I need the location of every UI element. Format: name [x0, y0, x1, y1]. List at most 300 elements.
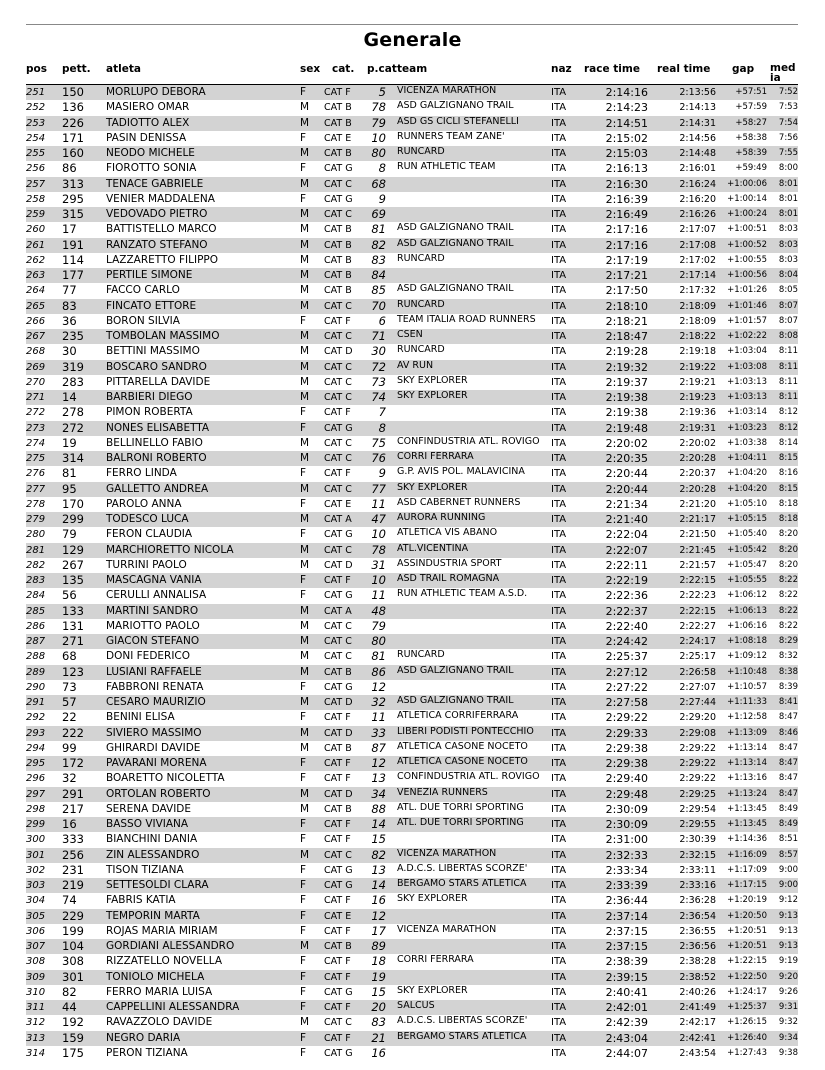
cell-naz: ITA [551, 559, 567, 571]
cell-naz: ITA [551, 956, 567, 968]
cell-team: BERGAMO STARS ATLETICA [397, 878, 527, 889]
cell-pett: 79 [62, 527, 77, 542]
cell-atleta: TENACE GABRIELE [106, 177, 204, 190]
cell-pett: 231 [62, 862, 84, 877]
cell-pcat: 85 [371, 283, 386, 298]
table-row [26, 177, 798, 192]
cell-real-time: 2:33:11 [679, 864, 716, 876]
cell-pett: 333 [62, 832, 84, 847]
cell-cat: CAT C [324, 437, 352, 449]
cell-cat: CAT B [324, 254, 352, 266]
cell-real-time: 2:14:13 [679, 102, 716, 114]
cell-cat: CAT C [324, 178, 352, 190]
cell-gap: +1:13:45 [727, 819, 767, 829]
cell-pett: 19 [62, 435, 77, 450]
cell-atleta: MORLUPO DEBORA [106, 86, 206, 98]
cell-sex: M [300, 665, 310, 678]
cell-pcat: 47 [371, 512, 386, 526]
cell-gap: +58:39 [735, 148, 767, 158]
cell-atleta: FERON CLAUDIA [106, 528, 193, 541]
cell-gap: +1:03:14 [727, 407, 767, 418]
cell-race-time: 2:25:37 [605, 650, 648, 664]
table-row [26, 375, 798, 390]
cell-media: 8:22 [778, 575, 798, 585]
cell-real-time: 2:18:22 [679, 331, 716, 342]
cell-real-time: 2:18:09 [679, 300, 716, 312]
table-row [26, 192, 798, 207]
cell-pett: 278 [62, 405, 84, 420]
cell-pos: 300 [26, 834, 46, 846]
cell-pett: 272 [62, 420, 84, 435]
cell-naz: ITA [551, 148, 567, 159]
cell-race-time: 2:16:49 [605, 208, 648, 221]
cell-media: 7:55 [778, 148, 798, 158]
cell-gap: +1:26:40 [727, 1032, 767, 1043]
cell-race-time: 2:30:09 [605, 818, 648, 831]
cell-media: 8:03 [778, 239, 798, 250]
cell-pos: 301 [26, 849, 46, 861]
cell-pos: 277 [26, 483, 46, 495]
cell-media: 8:15 [778, 453, 798, 463]
cell-pett: 136 [62, 100, 84, 115]
cell-real-time: 2:17:08 [679, 239, 716, 251]
table-row [26, 512, 798, 527]
header-media: media [770, 62, 796, 84]
cell-team: ATLETICA CORRIFERRARA [397, 710, 519, 722]
cell-sex: M [300, 101, 310, 114]
cell-race-time: 2:19:48 [605, 421, 648, 435]
cell-real-time: 2:17:14 [679, 270, 716, 281]
cell-gap: +1:08:18 [727, 636, 767, 646]
cell-pos: 285 [26, 605, 46, 617]
cell-pos: 254 [26, 132, 46, 144]
cell-real-time: 2:29:55 [679, 819, 716, 830]
cell-naz: ITA [551, 1032, 567, 1044]
cell-sex: M [300, 619, 310, 632]
cell-cat: CAT G [324, 422, 353, 434]
cell-media: 8:18 [778, 514, 798, 524]
cell-gap: +1:04:20 [727, 468, 767, 479]
cell-team: RUN ATHLETIC TEAM A.S.D. [397, 588, 528, 600]
cell-real-time: 2:36:54 [679, 910, 716, 922]
cell-pett: 192 [62, 1015, 84, 1030]
cell-pcat: 68 [371, 176, 386, 191]
cell-pos: 252 [26, 102, 46, 114]
cell-race-time: 2:19:38 [605, 406, 648, 420]
cell-naz: ITA [551, 285, 567, 297]
cell-pos: 279 [26, 514, 46, 525]
cell-pcat: 13 [371, 771, 386, 786]
cell-team: RUNCARD [397, 649, 445, 661]
table-row [26, 680, 798, 695]
cell-sex: M [300, 391, 310, 403]
cell-naz: ITA [551, 681, 567, 693]
cell-pcat: 80 [371, 634, 386, 648]
cell-sex: F [300, 314, 307, 327]
cell-race-time: 2:37:15 [605, 924, 648, 938]
cell-team: VICENZA MARATHON [397, 847, 497, 859]
cell-media: 8:08 [778, 331, 798, 341]
cell-sex: M [300, 223, 310, 236]
cell-naz: ITA [551, 209, 567, 220]
cell-pos: 283 [26, 575, 46, 586]
cell-team: VICENZA MARATHON [397, 923, 497, 935]
cell-media: 8:51 [778, 834, 798, 845]
cell-race-time: 2:16:39 [605, 192, 648, 206]
cell-sex: F [300, 574, 307, 586]
cell-media: 8:38 [778, 666, 798, 677]
cell-sex: M [300, 284, 310, 297]
cell-pett: 22 [62, 710, 77, 725]
cell-cat: CAT F [324, 895, 351, 907]
cell-race-time: 2:17:19 [605, 253, 648, 267]
table-row [26, 802, 798, 817]
cell-team: ASD TRAIL ROMAGNA [397, 573, 500, 584]
cell-pcat: 33 [371, 725, 386, 740]
cell-real-time: 2:29:25 [679, 788, 716, 800]
table-row [26, 405, 798, 420]
cell-gap: +1:14:36 [727, 834, 767, 845]
cell-pcat: 83 [371, 252, 386, 267]
cell-atleta: FINCATO ETTORE [106, 299, 197, 312]
table-row [26, 787, 798, 802]
cell-race-time: 2:24:42 [605, 635, 648, 648]
cell-pcat: 82 [371, 847, 386, 862]
cell-pett: 56 [62, 588, 77, 603]
cell-pett: 133 [62, 603, 84, 618]
cell-cat: CAT F [324, 87, 351, 98]
cell-pcat: 14 [371, 878, 386, 892]
cell-media: 8:41 [778, 697, 798, 707]
cell-real-time: 2:13:56 [679, 87, 716, 98]
table-row [26, 1000, 798, 1015]
cell-pett: 283 [62, 374, 84, 389]
cell-atleta: CESARO MAURIZIO [106, 696, 206, 708]
cell-real-time: 2:29:22 [679, 773, 716, 785]
cell-team: RUNCARD [397, 298, 445, 310]
cell-real-time: 2:40:26 [679, 986, 716, 998]
cell-sex: M [300, 513, 310, 525]
cell-sex: F [300, 879, 307, 891]
cell-media: 8:03 [778, 254, 798, 265]
cell-naz: ITA [551, 697, 567, 708]
cell-sex: F [300, 680, 307, 693]
cell-pett: 319 [62, 359, 84, 374]
cell-real-time: 2:21:20 [679, 498, 716, 510]
cell-sex: M [300, 696, 310, 708]
cell-race-time: 2:22:37 [605, 604, 648, 618]
cell-team: CSEN [397, 329, 423, 340]
cell-sex: F [300, 711, 307, 724]
cell-sex: F [300, 86, 307, 98]
cell-cat: CAT G [324, 529, 353, 541]
cell-gap: +1:13:16 [727, 773, 767, 784]
cell-pett: 308 [62, 954, 84, 969]
cell-pos: 282 [26, 559, 46, 571]
cell-media: 7:52 [778, 87, 798, 97]
header-pcat: p.cat [367, 63, 397, 75]
cell-cat: CAT F [324, 773, 351, 785]
cell-sex: M [300, 650, 310, 663]
cell-media: 7:54 [778, 117, 798, 128]
cell-race-time: 2:22:36 [605, 589, 648, 603]
cell-media: 8:47 [778, 773, 798, 784]
cell-team: SALCUS [397, 1000, 435, 1011]
cell-atleta: GORDIANI ALESSANDRO [106, 940, 235, 952]
cell-race-time: 2:29:33 [605, 726, 648, 740]
cell-atleta: LUSIANI RAFFAELE [106, 665, 202, 678]
cell-pett: 170 [62, 496, 84, 511]
cell-cat: CAT E [324, 132, 352, 144]
cell-race-time: 2:18:21 [605, 314, 648, 328]
cell-team: ATL. DUE TORRI SPORTING [397, 817, 524, 828]
cell-naz: ITA [551, 437, 567, 449]
cell-gap: +1:00:06 [727, 178, 767, 189]
cell-gap: +1:03:23 [727, 422, 767, 433]
cell-race-time: 2:30:09 [605, 802, 648, 816]
cell-pcat: 20 [371, 1000, 386, 1014]
cell-pett: 313 [62, 176, 84, 191]
cell-media: 8:39 [778, 681, 798, 692]
cell-atleta: BIANCHINI DANIA [106, 833, 198, 846]
cell-naz: ITA [551, 1047, 567, 1059]
cell-race-time: 2:15:02 [605, 131, 648, 145]
cell-real-time: 2:14:48 [679, 148, 716, 159]
cell-atleta: PITTARELLA DAVIDE [106, 375, 211, 388]
cell-team: RUNCARD [397, 252, 445, 264]
cell-pos: 257 [26, 178, 46, 190]
cell-real-time: 2:22:15 [679, 575, 716, 586]
cell-media: 7:56 [778, 132, 798, 143]
cell-race-time: 2:18:10 [605, 299, 648, 313]
cell-gap: +1:00:52 [727, 239, 767, 250]
cell-pett: 30 [62, 344, 77, 359]
cell-gap: +1:16:09 [727, 849, 767, 860]
cell-media: 8:47 [778, 788, 798, 799]
table-row [26, 146, 798, 161]
cell-pos: 293 [26, 727, 46, 739]
cell-media: 8:29 [778, 636, 798, 646]
cell-media: 9:00 [778, 880, 798, 890]
table-row [26, 832, 798, 847]
table-row [26, 207, 798, 222]
cell-atleta: BORON SILVIA [106, 314, 180, 327]
cell-pett: 131 [62, 618, 84, 633]
cell-pett: 123 [62, 664, 84, 679]
cell-pos: 299 [26, 819, 46, 830]
cell-naz: ITA [551, 224, 567, 236]
cell-cat: CAT C [324, 849, 352, 861]
cell-naz: ITA [551, 87, 567, 98]
table-row [26, 116, 798, 131]
cell-pos: 284 [26, 590, 46, 602]
cell-gap: +1:12:58 [727, 712, 767, 723]
cell-gap: +1:26:15 [727, 1017, 767, 1028]
cell-pett: 129 [62, 542, 84, 557]
cell-pos: 311 [26, 1002, 46, 1013]
cell-media: 8:47 [778, 758, 798, 768]
cell-pcat: 15 [371, 832, 386, 847]
cell-naz: ITA [551, 575, 567, 586]
table-row [26, 619, 798, 634]
cell-media: 8:20 [778, 544, 798, 555]
table-row [26, 100, 798, 115]
cell-pett: 256 [62, 847, 84, 862]
cell-pos: 286 [26, 620, 46, 632]
cell-real-time: 2:20:28 [679, 453, 716, 464]
cell-cat: CAT B [324, 148, 352, 159]
table-row [26, 131, 798, 146]
cell-real-time: 2:14:56 [679, 132, 716, 144]
cell-naz: ITA [551, 712, 567, 724]
cell-naz: ITA [551, 941, 567, 952]
cell-race-time: 2:17:21 [605, 269, 648, 282]
cell-real-time: 2:29:22 [679, 742, 716, 754]
cell-naz: ITA [551, 1017, 567, 1029]
cell-pcat: 19 [371, 969, 386, 984]
cell-pos: 307 [26, 941, 46, 952]
cell-team: SKY EXPLORER [397, 390, 468, 401]
cell-cat: CAT B [324, 803, 352, 815]
cell-pos: 278 [26, 498, 46, 510]
cell-team: RUNCARD [397, 146, 445, 157]
cell-pcat: 10 [371, 573, 386, 587]
cell-pett: 235 [62, 329, 84, 343]
cell-sex: M [300, 116, 310, 129]
cell-naz: ITA [551, 178, 567, 190]
cell-pett: 271 [62, 634, 84, 648]
cell-gap: +1:03:13 [727, 392, 767, 402]
cell-race-time: 2:27:22 [605, 680, 648, 694]
cell-naz: ITA [551, 620, 567, 632]
cell-cat: CAT F [324, 468, 351, 480]
cell-pcat: 75 [371, 435, 386, 450]
table-row [26, 161, 798, 176]
cell-team: G.P. AVIS POL. MALAVICINA [397, 466, 525, 478]
cell-gap: +1:22:15 [727, 956, 767, 967]
cell-real-time: 2:22:15 [679, 605, 716, 617]
cell-naz: ITA [551, 803, 567, 815]
cell-gap: +58:38 [735, 132, 767, 143]
cell-pett: 291 [62, 786, 84, 801]
cell-pos: 264 [26, 285, 46, 297]
cell-team: RUN ATHLETIC TEAM [397, 161, 496, 173]
cell-pos: 259 [26, 209, 46, 220]
cell-naz: ITA [551, 544, 567, 556]
cell-pos: 261 [26, 239, 46, 251]
cell-real-time: 2:30:39 [679, 834, 716, 846]
cell-pett: 68 [62, 649, 77, 664]
cell-cat: CAT G [324, 986, 353, 998]
cell-team: RUNCARD [397, 344, 445, 356]
cell-naz: ITA [551, 361, 567, 373]
cell-gap: +1:05:15 [727, 514, 767, 524]
cell-pos: 272 [26, 407, 46, 419]
cell-gap: +58:27 [735, 117, 767, 128]
cell-gap: +1:00:55 [727, 254, 767, 265]
cell-cat: CAT C [324, 361, 352, 373]
cell-race-time: 2:39:15 [605, 970, 648, 984]
cell-race-time: 2:42:01 [605, 1001, 648, 1014]
cell-real-time: 2:32:15 [679, 849, 716, 861]
cell-media: 8:00 [778, 163, 798, 174]
cell-pett: 199 [62, 923, 84, 938]
cell-pos: 266 [26, 315, 46, 327]
cell-gap: +1:13:09 [727, 727, 767, 738]
cell-sex: F [300, 924, 307, 937]
cell-pcat: 14 [371, 817, 386, 831]
cell-media: 8:47 [778, 742, 798, 753]
cell-pett: 299 [62, 512, 84, 526]
cell-sex: F [300, 467, 307, 480]
cell-pcat: 87 [371, 740, 386, 755]
cell-race-time: 2:22:40 [605, 619, 648, 633]
cell-team: ASD GALZIGNANO TRAIL [397, 695, 514, 706]
cell-sex: F [300, 131, 307, 144]
table-row [26, 390, 798, 405]
cell-gap: +1:01:57 [727, 315, 767, 326]
cell-cat: CAT G [324, 590, 353, 602]
cell-atleta: SERENA DAVIDE [106, 802, 192, 815]
cell-pett: 114 [62, 252, 84, 267]
cell-media: 9:31 [778, 1002, 798, 1012]
cell-naz: ITA [551, 590, 567, 602]
cell-cat: CAT D [324, 788, 353, 800]
table-row [26, 1046, 798, 1061]
cell-naz: ITA [551, 742, 567, 754]
cell-gap: +1:20:51 [727, 941, 767, 951]
cell-race-time: 2:20:44 [605, 482, 648, 496]
cell-gap: +1:04:20 [727, 483, 767, 494]
cell-media: 9:38 [778, 1047, 798, 1058]
cell-cat: CAT C [324, 636, 352, 647]
cell-atleta: BETTINI MASSIMO [106, 345, 200, 358]
cell-pcat: 18 [371, 954, 386, 969]
cell-real-time: 2:21:45 [679, 544, 716, 556]
cell-gap: +57:59 [735, 102, 767, 113]
cell-atleta: NONES ELISABETTA [106, 421, 210, 434]
cell-real-time: 2:38:28 [679, 956, 716, 968]
cell-media: 9:13 [778, 910, 798, 921]
cell-cat: CAT C [324, 453, 352, 464]
cell-gap: +1:05:40 [727, 529, 767, 540]
cell-sex: F [300, 894, 307, 907]
cell-sex: M [300, 147, 310, 159]
cell-team: ASD CABERNET RUNNERS [397, 496, 521, 508]
cell-pett: 177 [62, 268, 84, 282]
cell-pett: 36 [62, 313, 77, 328]
cell-pett: 171 [62, 130, 84, 145]
cell-race-time: 2:33:39 [605, 879, 648, 892]
cell-gap: +1:11:33 [727, 697, 767, 707]
cell-sex: F [300, 497, 307, 510]
cell-pcat: 9 [378, 191, 386, 206]
cell-pett: 160 [62, 146, 84, 160]
cell-cat: CAT F [324, 1002, 351, 1013]
cell-cat: CAT D [324, 727, 353, 739]
cell-pett: 295 [62, 191, 84, 206]
cell-gap: +1:22:50 [727, 971, 767, 982]
cell-team: CONFINDUSTRIA ATL. ROVIGO [397, 435, 540, 447]
cell-atleta: MASIERO OMAR [106, 101, 190, 114]
cell-atleta: PASIN DENISSA [106, 131, 187, 144]
cell-sex: M [300, 635, 310, 647]
cell-sex: M [300, 253, 310, 266]
table-row [26, 360, 798, 375]
cell-pcat: 77 [371, 481, 386, 496]
cell-sex: F [300, 772, 307, 785]
cell-sex: M [300, 741, 310, 754]
